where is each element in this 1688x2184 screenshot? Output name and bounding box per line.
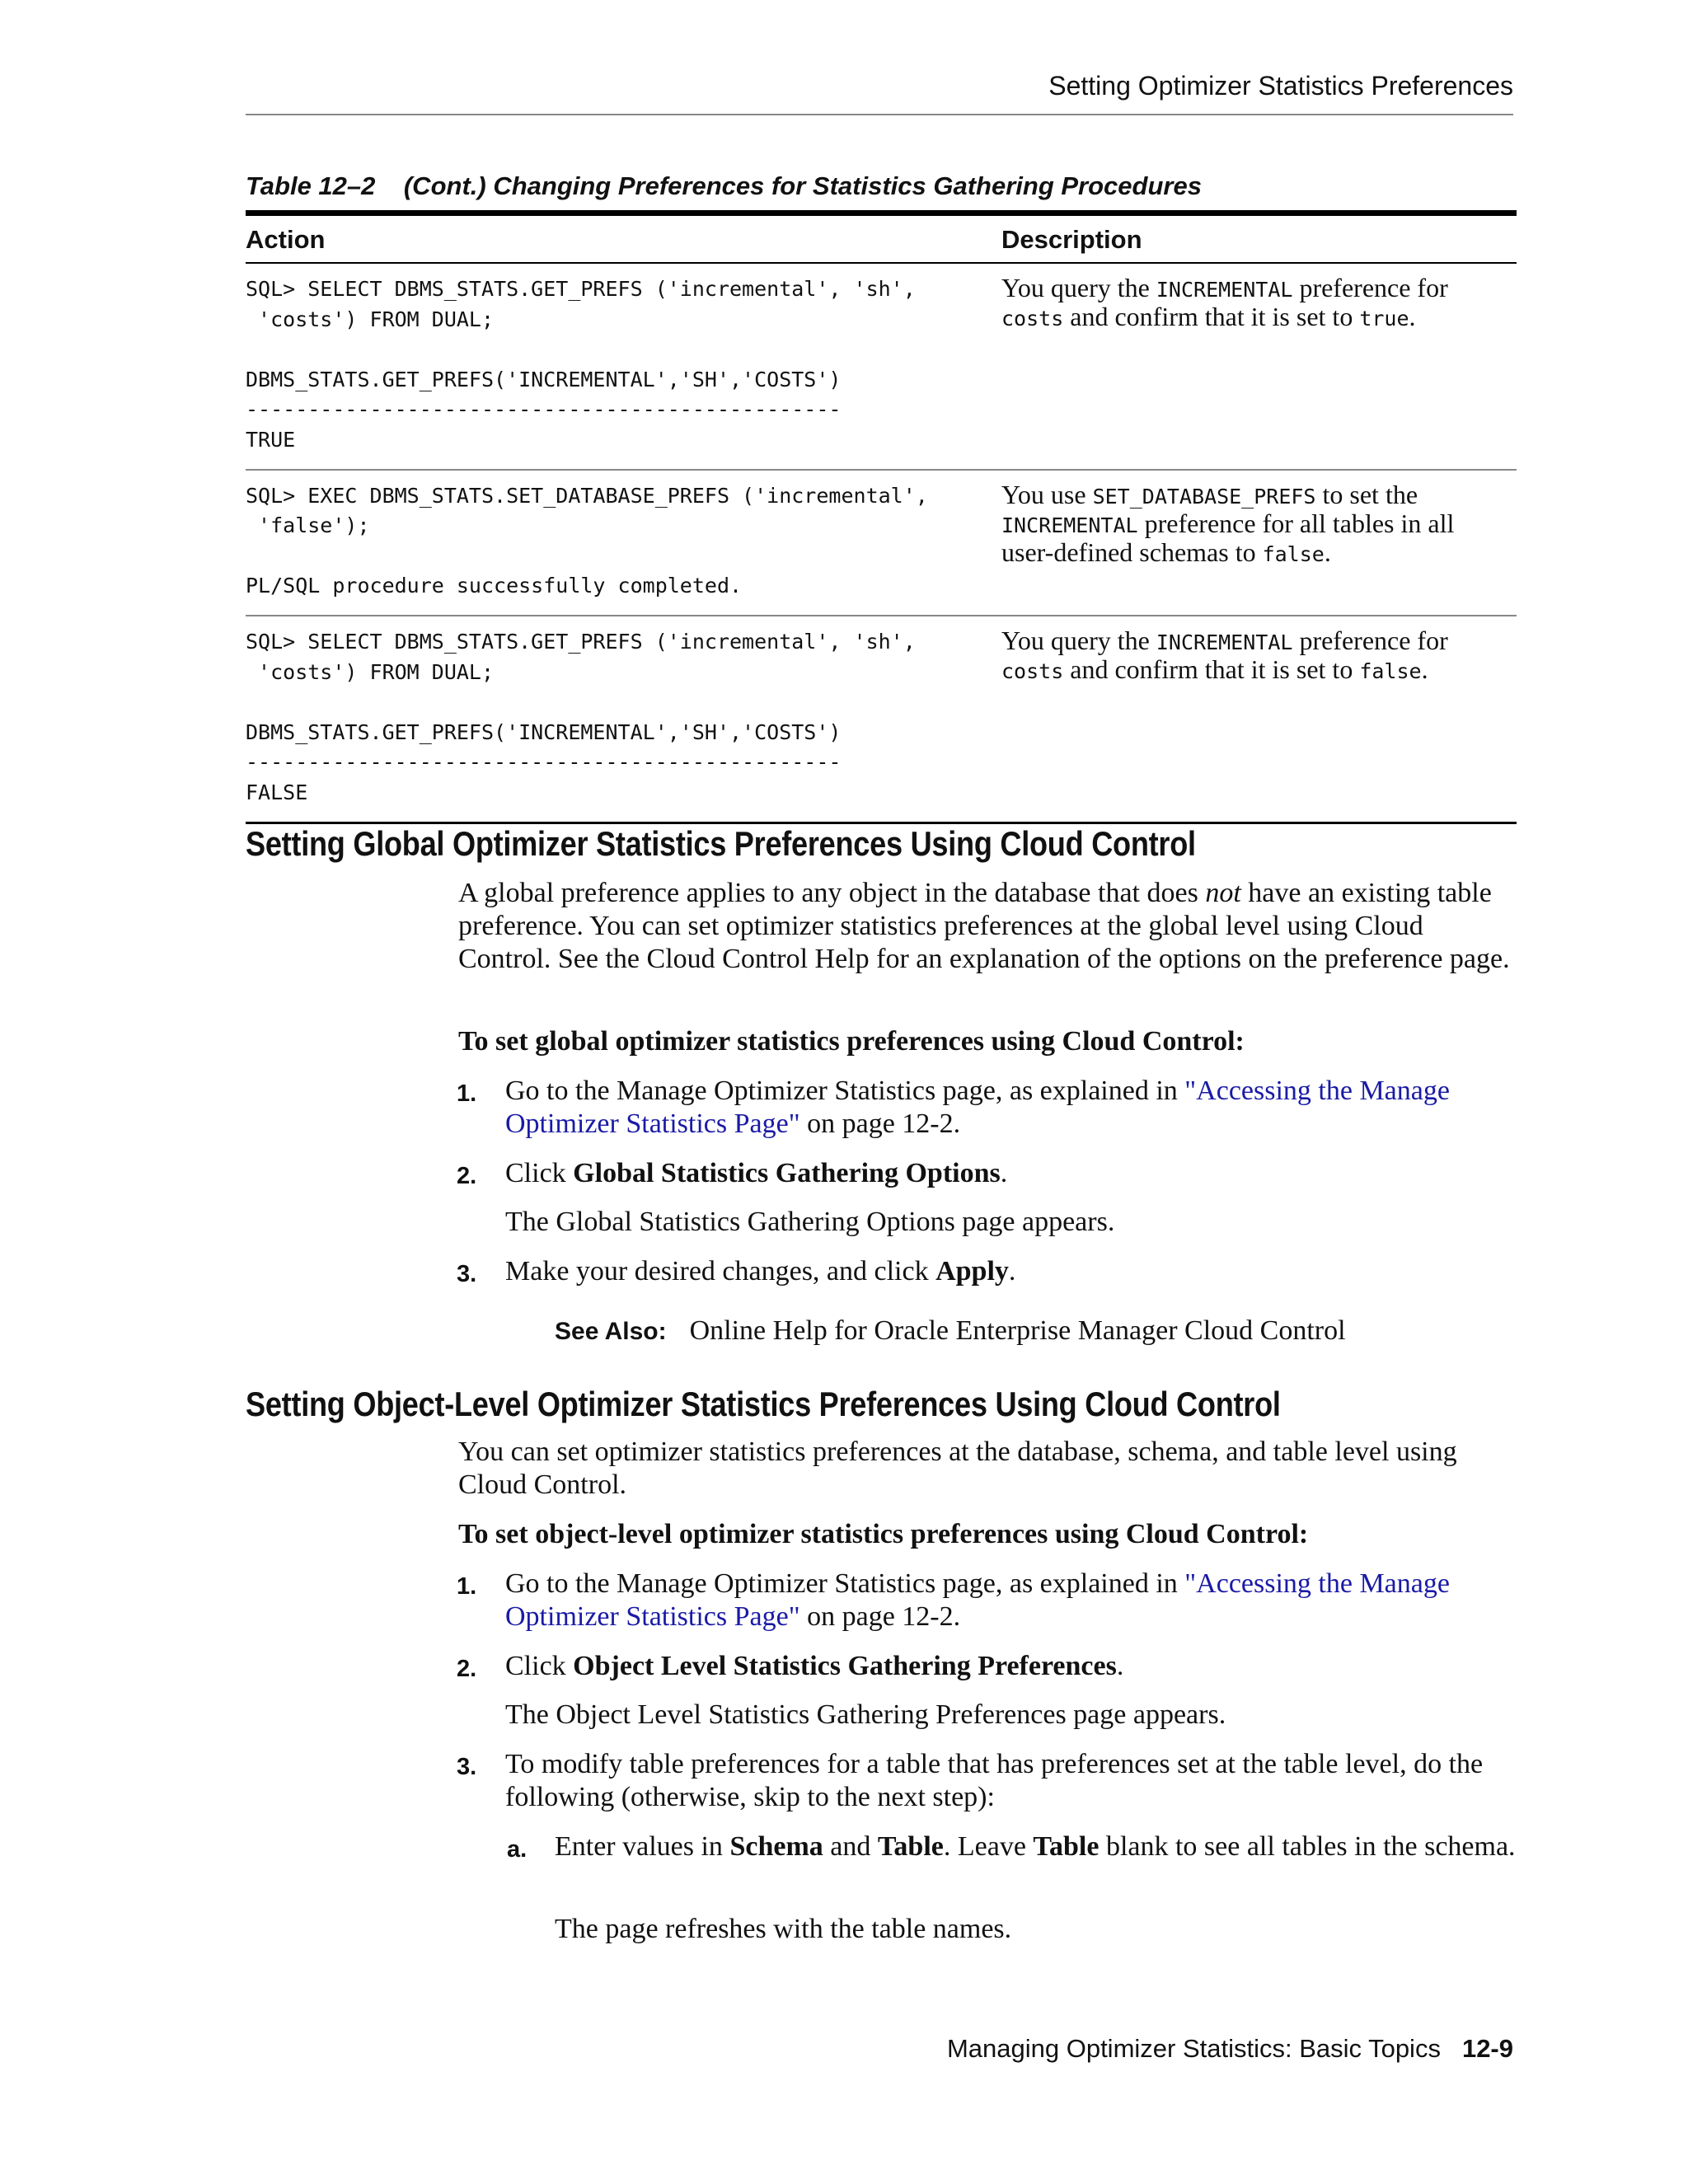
desc-code: false	[1262, 541, 1325, 566]
desc-text: preference for	[1292, 273, 1448, 302]
desc-code: false	[1359, 658, 1422, 683]
step-number: 3.	[457, 1754, 477, 1780]
step-text: Go to the Manage Optimizer Statistics page, as explained in	[505, 1568, 1185, 1599]
column-header-description: Description	[1001, 213, 1517, 264]
intro-text: have an existing table preference. You can set optimizer statistics preferences at the global level using Cloud Control. See the Cloud Control Help for an explanation of the options on the preference page.	[458, 878, 1510, 974]
description-cell	[1001, 616, 1517, 823]
desc-text: preference for	[1292, 625, 1448, 655]
table-row	[246, 616, 1517, 823]
desc-text: You use	[1001, 479, 1093, 509]
step-number: 2.	[457, 1163, 477, 1189]
section-heading-object-level: Setting Object-Level Optimizer Statistics Preferences Using Cloud Control	[246, 1385, 1281, 1423]
preferences-table	[246, 210, 1517, 824]
desc-text: You query the	[1001, 625, 1156, 655]
section-heading-global: Setting Global Optimizer Statistics Preferences Using Cloud Control	[246, 824, 1196, 863]
accessing-manage-stats-link[interactable]: "Accessing the Manage Optimizer Statistics Page"	[505, 1076, 1450, 1139]
step-text: on page 12-2.	[799, 1108, 961, 1139]
desc-code: INCREMENTAL	[1156, 278, 1293, 302]
table-caption	[246, 171, 1202, 201]
desc-text: .	[1421, 654, 1428, 684]
action-code: SQL> SELECT DBMS_STATS.GET_PREFS ('incremental', 'sh', 'costs') FROM DUAL; DBMS_STATS.GET_PREFS('INCREMENTAL','SH','COSTS') ------------------------------------------------ TRUE	[246, 277, 916, 452]
step-global-1	[458, 1075, 1522, 1141]
substep-letter: a.	[507, 1836, 528, 1863]
table-caption-number: Table 12–2	[246, 171, 376, 200]
step-global-2	[458, 1157, 1522, 1190]
table-row	[246, 263, 1517, 470]
step-text: Go to the Manage Optimizer Statistics page, as explained in	[505, 1076, 1185, 1106]
step-result-text: The Object Level Statistics Gathering Preferences page appears.	[505, 1699, 1226, 1730]
step-text: .	[1116, 1651, 1124, 1681]
action-code: SQL> EXEC DBMS_STATS.SET_DATABASE_PREFS ('incremental', 'false'); PL/SQL procedure successfully completed.	[246, 483, 928, 598]
action-cell	[246, 616, 1001, 823]
desc-code: SET_DATABASE_PREFS	[1092, 484, 1316, 509]
accessing-manage-stats-link[interactable]: "Accessing the Manage Optimizer Statistics Page"	[505, 1568, 1450, 1632]
step-number: 1.	[457, 1080, 477, 1107]
step-text: .	[1000, 1158, 1008, 1188]
step-object-3	[458, 1748, 1522, 1814]
description-cell	[1001, 470, 1517, 616]
action-code: SQL> SELECT DBMS_STATS.GET_PREFS ('incremental', 'sh', 'costs') FROM DUAL; DBMS_STATS.GET_PREFS('INCREMENTAL','SH','COSTS') ------------------------------------------------ FALSE	[246, 629, 916, 804]
desc-text: preference for all tables in all user-defined schemas to	[1001, 508, 1455, 567]
desc-code: costs	[1001, 658, 1064, 683]
step-result-text: The Global Statistics Gathering Options page appears.	[505, 1207, 1115, 1237]
desc-text: to set the	[1315, 479, 1418, 509]
step-number: 3.	[457, 1261, 477, 1287]
column-header-action: Action	[246, 213, 1001, 264]
step-text: Click	[505, 1651, 574, 1681]
procedure-lead-global	[458, 1025, 1522, 1058]
table-header-row	[246, 213, 1517, 264]
action-cell	[246, 263, 1001, 470]
step-text: Enter values in	[555, 1831, 730, 1862]
ui-element-name: Schema	[729, 1831, 823, 1862]
section-global-intro	[458, 877, 1522, 976]
footer-chapter-title: Managing Optimizer Statistics: Basic Topics	[946, 2034, 1441, 2063]
step-global-3	[458, 1255, 1522, 1288]
step-number: 1.	[457, 1573, 477, 1600]
page-number: 12-9	[1461, 2034, 1513, 2063]
description-cell	[1001, 263, 1517, 470]
substep-object-3a-result	[458, 1913, 1522, 1946]
desc-text: You query the	[1001, 273, 1156, 302]
step-text: . Leave	[943, 1831, 1034, 1862]
section-object-intro	[458, 1436, 1522, 1502]
step-object-2	[458, 1650, 1522, 1683]
ui-element-name: Table	[1033, 1831, 1100, 1862]
substep-object-3a	[458, 1830, 1522, 1863]
see-also-label: See Also:	[555, 1318, 667, 1345]
desc-code: INCREMENTAL	[1001, 513, 1138, 537]
action-cell	[246, 470, 1001, 616]
intro-text: You can set optimizer statistics preferences at the database, schema, and table level using Cloud Control.	[458, 1436, 1457, 1500]
step-object-1	[458, 1568, 1522, 1633]
step-text: on page 12-2.	[799, 1601, 961, 1632]
step-text: Click	[505, 1158, 574, 1188]
ui-element-name: Table	[877, 1831, 944, 1862]
desc-code: true	[1359, 307, 1409, 330]
desc-text: and confirm that it is set to	[1063, 654, 1360, 684]
see-also-note	[555, 1315, 1346, 1347]
ui-element-name: Global Statistics Gathering Options	[573, 1158, 1001, 1188]
intro-emphasis: not	[1205, 878, 1241, 908]
desc-text: and confirm that it is set to	[1063, 302, 1360, 331]
table-row	[246, 470, 1517, 616]
step-text: blank to see all tables in the schema.	[1099, 1831, 1516, 1862]
header-rule	[246, 114, 1513, 115]
procedure-lead-text: To set object-level optimizer statistics preferences using Cloud Control:	[458, 1519, 1309, 1549]
ui-element-name: Apply	[935, 1256, 1009, 1286]
running-header: Setting Optimizer Statistics Preferences	[1048, 71, 1513, 101]
procedure-lead-text: To set global optimizer statistics preferences using Cloud Control:	[458, 1026, 1245, 1057]
desc-text: .	[1324, 537, 1331, 567]
desc-text: .	[1409, 302, 1416, 331]
desc-code: costs	[1001, 307, 1064, 330]
step-text: .	[1008, 1256, 1016, 1286]
desc-code: INCREMENTAL	[1156, 630, 1293, 654]
step-result-text: The page refreshes with the table names.	[555, 1914, 1012, 1944]
table-caption-title: (Cont.) Changing Preferences for Statistics Gathering Procedures	[403, 171, 1202, 200]
step-text: Make your desired changes, and click	[505, 1256, 936, 1286]
see-also-text: Online Help for Oracle Enterprise Manager Cloud Control	[689, 1315, 1346, 1346]
procedure-lead-object	[458, 1518, 1522, 1551]
step-number: 2.	[457, 1656, 477, 1682]
page-footer	[246, 2034, 1513, 2064]
ui-element-name: Object Level Statistics Gathering Preferences	[573, 1651, 1117, 1681]
step-text: and	[823, 1831, 878, 1862]
intro-text: A global preference applies to any object in the database that does	[458, 878, 1206, 908]
step-object-2-result	[458, 1699, 1522, 1732]
step-text: To modify table preferences for a table that has preferences set at the table level, do the following (otherwise, skip to the next step):	[505, 1749, 1484, 1812]
step-global-2-result	[458, 1206, 1522, 1239]
